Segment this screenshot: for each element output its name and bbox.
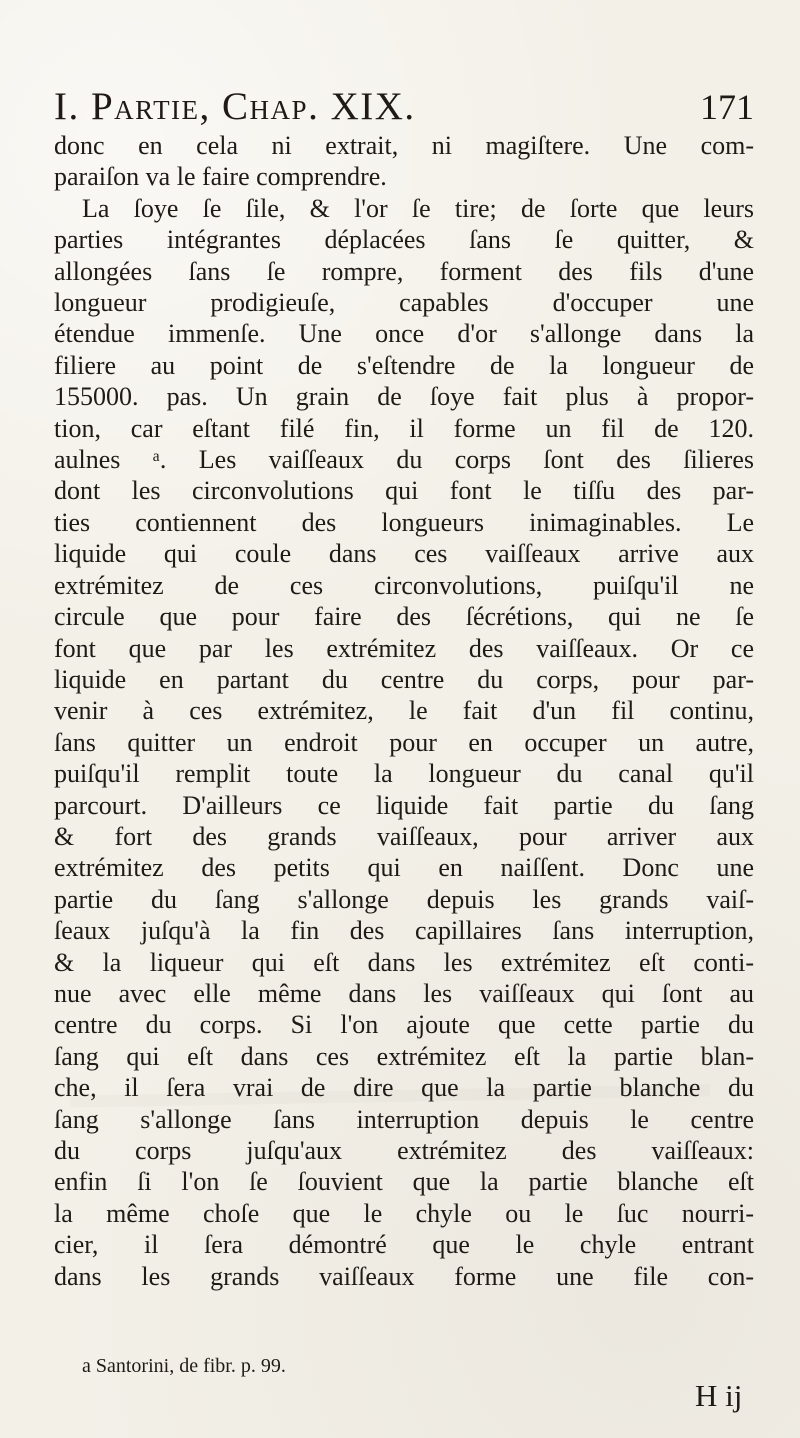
text-line: aulnes ᵃ. Les vaiſſeaux du corps ſont des ſilieres: [54, 445, 754, 475]
text-line: longueur prodigieuſe, capables d'occuper une: [54, 288, 754, 318]
text-line: centre du corps. Si l'on ajoute que cette partie du: [54, 1010, 754, 1040]
text-line: étendue immenſe. Une once d'or s'allonge dans la: [54, 319, 754, 349]
text-line: ties contiennent des longueurs inimaginables. Le: [54, 507, 754, 537]
text-line: circule que pour faire des ſécrétions, qui ne ſe: [54, 602, 754, 632]
text-line: ſang s'allonge ſans interruption depuis le centre: [54, 1104, 754, 1134]
text-line: La ſoye ſe ſile, & l'or ſe tire; de ſorte que leurs: [82, 193, 754, 223]
text-line: allongées ſans ſe rompre, forment des fils d'une: [54, 256, 754, 286]
page-number: 171: [700, 87, 754, 127]
text-line: puiſqu'il remplit toute la longueur du canal qu'il: [54, 759, 754, 789]
text-line: parcourt. D'ailleurs ce liquide fait partie du ſang: [54, 790, 754, 820]
chapter-heading: I. Partie, Chap. XIX.: [54, 85, 416, 128]
body-text: [54, 130, 754, 1292]
text-line: du corps juſqu'aux extrémitez des vaiſſeaux:: [54, 1136, 754, 1165]
text-line: & fort des grands vaiſſeaux, pour arriver aux: [54, 821, 754, 851]
text-line: nue avec elle même dans les vaiſſeaux qui ſont au: [54, 978, 754, 1008]
text-line: ſans quitter un endroit pour en occuper un autre,: [54, 727, 754, 757]
text-line: paraiſon va le faire comprendre.: [54, 162, 387, 192]
text-line: extrémitez de ces circonvolutions, puiſqu'il ne: [54, 570, 754, 600]
text-line: dont les circonvolutions qui font le tiſſu des par-: [54, 476, 754, 506]
text-line: tion, car eſtant filé fin, il forme un fil de 120.: [54, 413, 754, 443]
text-line: filiere au point de s'eſtendre de la longueur de: [54, 350, 754, 380]
text-line: & la liqueur qui eſt dans les extrémitez eſt conti-: [54, 947, 754, 977]
text-line: extrémitez des petits qui en naiſſent. Donc une: [54, 853, 754, 883]
text-line: enfin ſi l'on ſe ſouvient que la partie blanche eſt: [54, 1167, 754, 1197]
text-line: la même choſe que le chyle ou le ſuc nourri-: [54, 1198, 754, 1228]
text-line: font que par les extrémitez des vaiſſeaux. Or ce: [54, 633, 754, 663]
text-line: cier, il ſera démontré que le chyle entrant: [54, 1230, 754, 1260]
text-line: dans les grands vaiſſeaux forme une file con-: [54, 1261, 754, 1291]
footnote: a Santorini, de fibr. p. 99.: [82, 1355, 286, 1377]
text-line: liquide qui coule dans ces vaiſſeaux arrive aux: [54, 539, 754, 569]
text-line: ſeaux juſqu'à la fin des capillaires ſans interruption,: [54, 916, 754, 946]
running-header: [54, 84, 754, 136]
text-line: 155000. pas. Un grain de ſoye fait plus à propor-: [54, 382, 754, 412]
text-line: che, il ſera vrai de dire que la partie blanche du: [54, 1073, 754, 1103]
text-line: donc en cela ni extrait, ni magiſtere. Une com-: [54, 131, 754, 160]
text-line: liquide en partant du centre du corps, pour par-: [54, 664, 754, 694]
text-line: parties intégrantes déplacées ſans ſe quitter, &: [54, 225, 754, 255]
text-line: partie du ſang s'allonge depuis les grands vaiſ-: [54, 884, 754, 914]
signature-mark: H ij: [695, 1378, 743, 1413]
text-line: venir à ces extrémitez, le fait d'un fil continu,: [54, 696, 754, 726]
text-line: ſang qui eſt dans ces extrémitez eſt la partie blan-: [54, 1041, 754, 1071]
